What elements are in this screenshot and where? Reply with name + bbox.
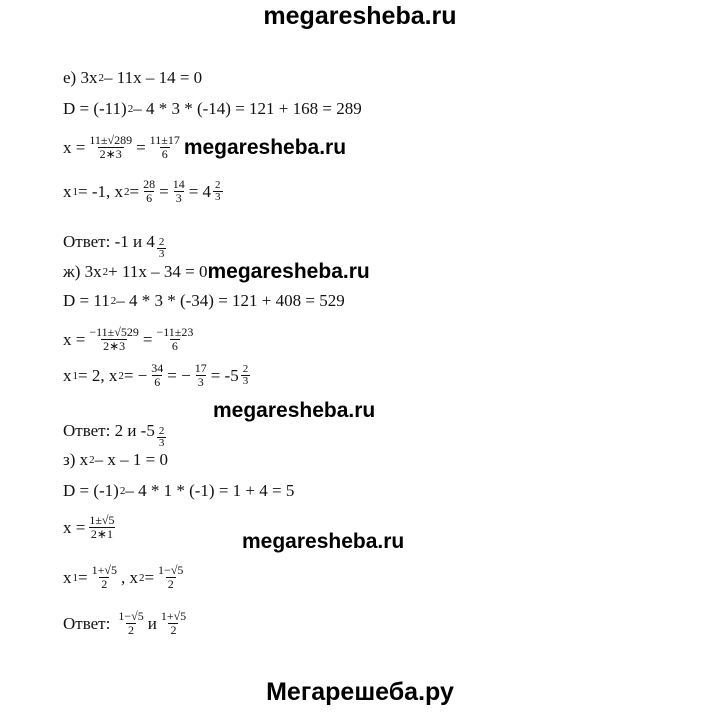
roots-formula-zh (63, 326, 197, 353)
eq-sign: = − (167, 365, 191, 385)
fraction-den: 3 (175, 191, 182, 205)
fraction-den: 3 (197, 375, 204, 389)
equation-zh (63, 260, 370, 284)
fraction-num: 2 (158, 425, 165, 437)
fraction-den: 2∗1 (90, 527, 113, 541)
answer-zh (63, 412, 168, 449)
x-label-zh: x = (63, 329, 86, 349)
roots-e (63, 178, 225, 205)
eq-e-post: – 11x – 14 = 0 (103, 68, 203, 87)
equation-e (63, 68, 202, 88)
fraction-ans-z-2 (159, 610, 188, 637)
discriminant-e (63, 99, 362, 119)
eq-e-pre: е) 3x (63, 68, 98, 87)
fraction-den: 2∗3 (103, 339, 126, 353)
d-e-post: – 4 * 3 * (-14) = 121 + 168 = 289 (133, 99, 362, 118)
fraction-e-4 (171, 178, 187, 205)
x1-sub: 1 (72, 571, 78, 584)
x2-eq: = (129, 181, 140, 201)
fraction-num: 2 (158, 236, 165, 248)
watermark-bottom: Мегарешеба.ру (266, 678, 454, 706)
watermark-inline: megaresheba.ru (183, 135, 347, 159)
x-label-e: x = (63, 137, 86, 157)
x1-eq: = (78, 567, 88, 587)
fraction-den: 6 (154, 375, 161, 389)
d-z-post: – 4 * 1 * (-1) = 1 + 4 = 5 (125, 481, 295, 500)
x1-label: x (63, 365, 72, 385)
x2-sub: 2 (124, 185, 130, 198)
d-zh-post: – 4 * 3 * (-34) = 121 + 408 = 529 (116, 291, 345, 310)
x2-eq: = − (123, 365, 148, 385)
equation-z (63, 450, 168, 470)
x-label-z: x = (63, 517, 86, 537)
x2-sub: 2 (118, 369, 124, 382)
x1-value: = 2, x (78, 365, 118, 385)
fraction-zh-2 (154, 326, 195, 353)
fraction-num: 28 (143, 177, 156, 191)
answer-z (63, 610, 190, 637)
watermark-inline: megaresheba.ru (213, 399, 376, 422)
d-z-pow: 2 (119, 485, 126, 497)
fraction-num: −11±√529 (89, 325, 139, 339)
eq-z-pre: з) x (63, 450, 89, 469)
answer-conjunction: и (147, 613, 157, 633)
x2-eq: = (144, 567, 155, 587)
eq-z-post: – x – 1 = 0 (94, 450, 168, 469)
fraction-num: 1−√5 (158, 563, 184, 577)
fraction-den: 2 (128, 623, 135, 637)
roots-formula-e (63, 134, 346, 161)
fraction-den: 3 (158, 248, 165, 260)
x1-label: x (63, 181, 72, 201)
roots-z (63, 564, 187, 591)
fraction-den: 3 (242, 375, 249, 387)
fraction-den: 3 (215, 191, 221, 203)
roots-formula-z (63, 514, 119, 541)
eq-e-pow: 2 (98, 72, 104, 84)
fraction-e-3 (141, 178, 157, 205)
d-zh-pre: D = 11 (63, 291, 110, 310)
fraction-den: 6 (171, 339, 178, 353)
x2-label: , x (120, 567, 138, 587)
fraction-num: 1±√5 (89, 513, 115, 527)
fraction-zh-3 (149, 362, 165, 389)
answer-text: Ответ: (63, 613, 111, 633)
eq-zh-post: + 11x – 34 = 0 (108, 262, 208, 281)
fraction-den: 2∗3 (99, 147, 122, 161)
fraction-z-3 (156, 564, 185, 591)
eq-sign-zh: = (142, 329, 153, 349)
fraction-e-5 (213, 180, 223, 203)
fraction-num: 1−√5 (118, 609, 144, 623)
x2-sub: 2 (138, 571, 145, 584)
fraction-den: 2 (101, 577, 108, 591)
watermark-inline: megaresheba.ru (242, 530, 405, 553)
fraction-zh-4 (193, 362, 209, 389)
fraction-e-2 (148, 134, 182, 161)
mixed-whole: = -5 (210, 365, 239, 385)
fraction-ans-e (157, 237, 167, 260)
fraction-num: 2 (242, 363, 249, 375)
fraction-num: 2 (215, 179, 221, 191)
fraction-den: 3 (158, 437, 165, 449)
watermark-top: megaresheba.ru (263, 2, 457, 30)
d-e-pre: D = (-11) (63, 99, 127, 118)
eq-sign-e: = (136, 137, 146, 157)
watermark-inline: megaresheba.ru (207, 260, 370, 283)
d-e-pow: 2 (127, 103, 134, 115)
fraction-den: 6 (146, 191, 153, 205)
fraction-z-2 (90, 564, 119, 591)
fraction-zh-5 (241, 364, 251, 387)
eq-sign: = (159, 181, 169, 201)
fraction-z-1 (87, 514, 116, 541)
eq-zh-pre: ж) 3x (63, 262, 102, 281)
fraction-num: 1+√5 (160, 609, 187, 623)
fraction-e-1 (87, 134, 134, 161)
answer-e (63, 223, 168, 260)
fraction-num: 34 (151, 361, 164, 375)
discriminant-z (63, 481, 294, 501)
answer-text: Ответ: 2 и -5 (63, 420, 155, 440)
fraction-num: 11±17 (149, 133, 180, 147)
x1-sub: 1 (72, 369, 78, 382)
fraction-num: 1+√5 (91, 563, 117, 577)
d-z-pre: D = (-1) (63, 481, 119, 500)
x1-label: x (63, 567, 72, 587)
answer-text: Ответ: -1 и 4 (63, 231, 155, 251)
fraction-den: 6 (161, 147, 168, 161)
discriminant-zh (63, 291, 345, 311)
roots-zh (63, 362, 252, 389)
eq-zh-pow: 2 (102, 266, 109, 278)
fraction-zh-1 (87, 326, 141, 353)
x1-value: = -1, x (78, 181, 123, 201)
fraction-den: 2 (167, 577, 174, 591)
fraction-ans-z-1 (116, 610, 145, 637)
mixed-whole: = 4 (188, 181, 212, 201)
fraction-num: 17 (194, 361, 207, 375)
fraction-num: 11±√289 (89, 133, 133, 147)
x1-sub: 1 (72, 185, 78, 198)
fraction-num: 14 (172, 177, 185, 191)
d-zh-pow: 2 (110, 295, 117, 307)
fraction-den: 2 (170, 623, 177, 637)
fraction-num: −11±23 (156, 325, 194, 339)
eq-z-pow: 2 (89, 454, 95, 466)
fraction-ans-zh (157, 426, 167, 449)
